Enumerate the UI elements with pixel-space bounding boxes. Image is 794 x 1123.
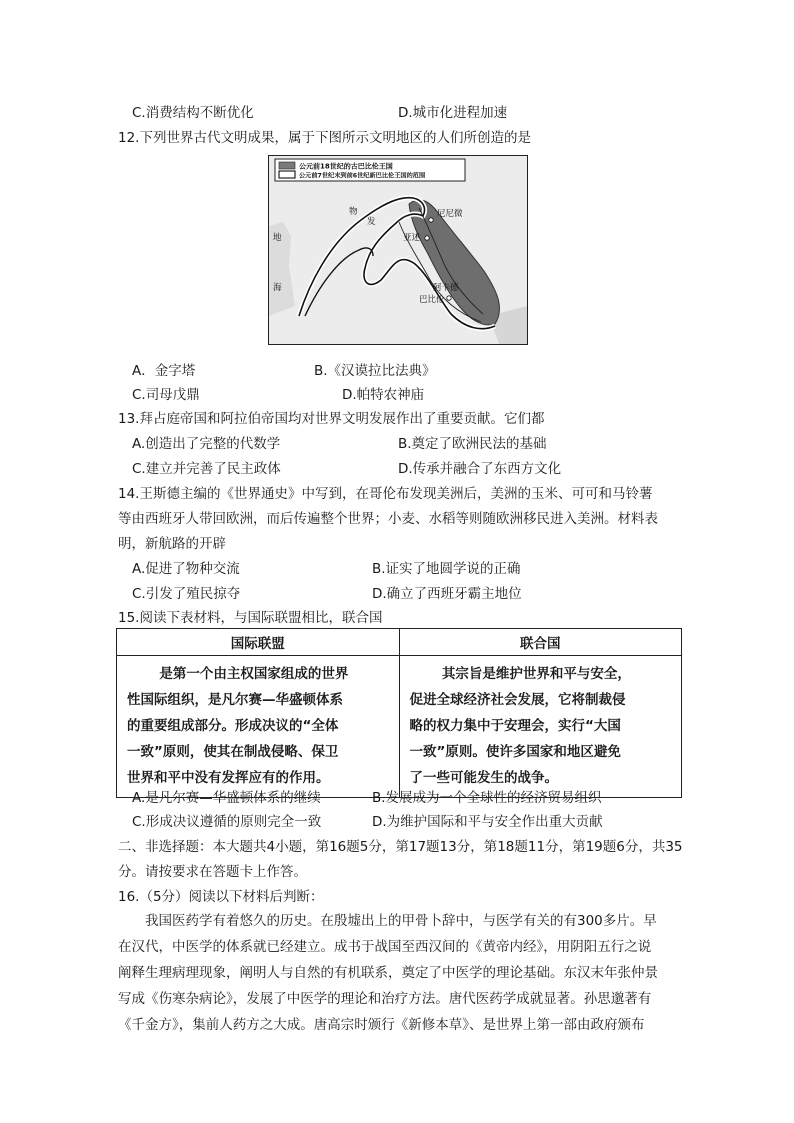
q14-option-b: B.证实了地圆学说的正确: [372, 561, 521, 577]
label-akkad: 阿卡德: [433, 283, 459, 293]
un-line: 一致”原则。使许多国家和地区避免: [409, 744, 621, 760]
material-line: 我国医药学有着悠久的历史。在殷墟出上的甲骨卜辞中，与医学有关的有300多片。早: [145, 913, 657, 929]
q16-material: [118, 908, 678, 1038]
label-di: 地: [273, 233, 282, 243]
label-fa: 发: [367, 217, 376, 227]
q11-option-c: C.消费结构不断优化: [132, 105, 254, 121]
q15-option-b: B.发展成为一个全球性的经济贸易组织: [372, 790, 602, 806]
comparison-table: [116, 628, 682, 798]
section2-heading-line2: 分。请按要求在答题卡上作答。: [118, 864, 307, 880]
q12-option-c: C.司母戊鼎: [132, 387, 200, 403]
league-line: 的重要组成部分。形成决议的“全体: [127, 718, 339, 734]
material-line: 在汉代，中医学的体系就已经建立。成书于战国至西汉间的《黄帝内经》，用阴阳五行之说: [118, 939, 652, 955]
league-line: 世界和平中没有发挥应有的作用。: [127, 770, 330, 786]
q14-stem-line3: 明，新航路的开辟: [118, 536, 226, 552]
cell-league-description: [117, 656, 400, 798]
q14-option-a: A.促进了物种交流: [132, 561, 240, 577]
q15-option-a: A.是凡尔赛—华盛顿体系的继续: [132, 790, 321, 806]
un-line: 略的权力集中于安理会，实行“大国: [409, 718, 621, 734]
cell-un-description: [399, 656, 682, 798]
material-line: 《千金方》，集前人药方之大成。唐高宗时颁行《新修本草》、是世界上第一部由政府颁布: [118, 1017, 645, 1033]
legend-label-new: 公元前7世纪末到前6世纪新巴比伦王国的范围: [299, 172, 426, 180]
header-league-of-nations: 国际联盟: [117, 629, 400, 656]
q13-option-c: C.建立并完善了民主政体: [132, 461, 281, 477]
un-line: 促进全球经济社会发展，它将制裁侵: [409, 692, 626, 708]
map-graphic: [269, 156, 527, 344]
legend-swatch-old: [279, 162, 295, 169]
label-assur: 亚述: [403, 233, 421, 243]
q12-option-d: D.帕特农神庙: [342, 387, 425, 403]
nineveh-marker: [429, 218, 433, 222]
q16-stem: 16.（5分）阅读以下材料后判断：: [118, 889, 324, 905]
label-wu: 物: [349, 207, 358, 217]
babylon-marker: [447, 296, 451, 300]
q13-option-d: D.传承并融合了东西方文化: [398, 461, 562, 477]
label-babylon: 巴比伦: [419, 295, 445, 305]
label-nineveh: 尼尼微: [437, 209, 463, 219]
mesopotamia-map: [268, 155, 528, 345]
q15-option-d: D.为维护国际和平与安全作出重大贡献: [372, 814, 603, 830]
un-line: 其宗旨是维护世界和平与安全，: [441, 666, 631, 682]
material-line: 写成《伤寒杂病论》，发展了中医学的理论和治疗方法。唐代医药学成就显著。孙思邈著有: [118, 991, 652, 1007]
un-line: 了一些可能发生的战争。: [409, 770, 558, 786]
q15-stem: 15.阅读下表材料，与国际联盟相比，联合国: [118, 610, 383, 626]
section2-heading-line1: 二、非选择题：本大题共4小题，第16题5分，第17题13分，第18题11分，第19题6分，共35: [118, 839, 683, 855]
league-line: 性国际组织，是凡尔赛—华盛顿体系: [127, 692, 343, 708]
q13-stem: 13.拜占庭帝国和阿拉伯帝国均对世界文明发展作出了重要贡献。它们都: [118, 411, 545, 427]
q13-option-a: A.创造出了完整的代数学: [132, 436, 281, 452]
header-united-nations: 联合国: [399, 629, 682, 656]
label-hai: 海: [273, 283, 282, 293]
q13-option-b: B.奠定了欧洲民法的基础: [398, 436, 547, 452]
q14-stem-line2: 等由西班牙人带回欧洲，而后传遍整个世界；小麦、水稻等则随欧洲移民进入美洲。材料表: [118, 511, 658, 527]
league-line: 是第一个由主权国家组成的世界: [159, 666, 349, 682]
q14-stem-line1: 14.王斯德主编的《世界通史》中写到，在哥伦布发现美洲后，美洲的玉米、可可和马铃薯: [118, 486, 653, 502]
q14-option-c: C.引发了殖民掠夺: [132, 586, 241, 602]
q12-option-b: B.《汉谟拉比法典》: [314, 363, 436, 379]
assur-marker: [425, 236, 429, 240]
q14-option-d: D.确立了西班牙霸主地位: [372, 586, 522, 602]
legend-swatch-new: [279, 171, 295, 178]
q12-option-a: A．金字塔: [132, 363, 196, 379]
q15-option-c: C.形成决议遵循的原则完全一致: [132, 814, 322, 830]
q12-stem: 12.下列世界古代文明成果，属于下图所示文明地区的人们所创造的是: [118, 130, 531, 146]
material-line: 阐释生理病理现象，阐明人与自然的有机联系，奠定了中医学的理论基础。东汉末年张仲景: [118, 965, 658, 981]
legend-label-old: 公元前18世纪的古巴比伦王国: [299, 162, 393, 171]
q11-option-d: D.城市化进程加速: [398, 105, 508, 121]
league-line: 一致”原则，使其在制战侵略、保卫: [127, 744, 339, 760]
